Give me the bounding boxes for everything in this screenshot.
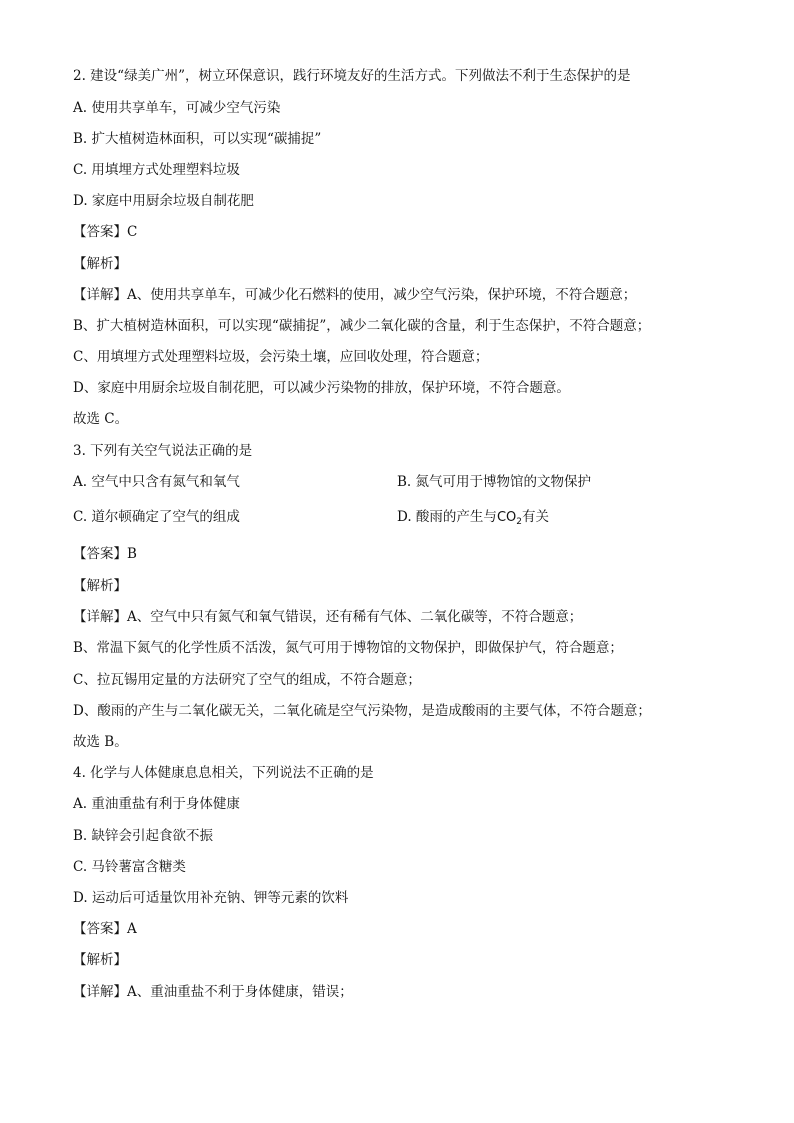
q4-option-c: C. 马铃薯富含糖类 (73, 859, 186, 875)
co2-formula (497, 510, 522, 525)
q2-detail-line: C、用填埋方式处理塑料垃圾，会污染土壤，应回收处理，符合题意； (73, 349, 489, 365)
q2-analysis-label: 【解析】 (73, 256, 127, 272)
q2-option-a: A. 使用共享单车，可减少空气污染 (73, 100, 281, 116)
q3-option-d (397, 507, 549, 532)
q4-stem: 4. 化学与人体健康息息相关，下列说法不正确的是 (73, 765, 374, 781)
q2-option-b: B. 扩大植树造林面积，可以实现“碳捕捉” (73, 131, 322, 147)
q3-detail-line: B、常温下氮气的化学性质不活泼，氮气可用于博物馆的文物保护，即做保护气，符合题意； (73, 640, 623, 656)
q4-option-a: A. 重油重盐有利于身体健康 (73, 796, 240, 812)
q3-option-b: B. 氮气可用于博物馆的文物保护 (397, 474, 592, 490)
q4-answer: 【答案】A (73, 921, 137, 937)
q3-option-d-suffix: 有关 (521, 509, 549, 525)
q4-option-d: D. 运动后可适量饮用补充钠、钾等元素的饮料 (73, 890, 349, 906)
q3-answer: 【答案】B (73, 546, 137, 562)
q2-stem: 2. 建设“绿美广州”，树立环保意识，践行环境友好的生活方式。下列做法不利于生态保护的是 (73, 68, 631, 84)
q3-analysis-label: 【解析】 (73, 578, 127, 594)
q4-option-b: B. 缺锌会引起食欲不振 (73, 828, 214, 844)
q3-detail-line: 【详解】A、空气中只有氮气和氧气错误，还有稀有气体、二氧化碳等，不符合题意； (73, 609, 583, 625)
q2-detail-line: 【详解】A、使用共享单车，可减少化石燃料的使用，减少空气污染，保护环境，不符合题意； (73, 287, 637, 303)
q4-detail-line: 【详解】A、重油重盐不利于身体健康，错误； (73, 984, 353, 1000)
q2-detail-line: B、扩大植树造林面积，可以实现“碳捕捉”，减少二氧化碳的含量，利于生态保护，不符合题意； (73, 318, 651, 334)
q3-option-d-prefix: D. 酸雨的产生与 (397, 509, 497, 525)
q3-detail-line: C、拉瓦锡用定量的方法研究了空气的组成，不符合题意； (73, 672, 421, 688)
q2-conclusion: 故选 C。 (73, 411, 129, 427)
q2-option-c: C. 用填埋方式处理塑料垃圾 (73, 162, 240, 178)
q3-stem: 3. 下列有关空气说法正确的是 (73, 443, 253, 459)
q3-conclusion: 故选 B。 (73, 734, 128, 750)
q2-detail-line: D、家庭中用厨余垃圾自制花肥，可以减少污染物的排放，保护环境，不符合题意。 (73, 380, 570, 396)
q4-analysis-label: 【解析】 (73, 952, 127, 968)
q3-option-c: C. 道尔顿确定了空气的组成 (73, 509, 240, 525)
formula-text: CO (496, 510, 517, 525)
q3-option-a: A. 空气中只含有氮气和氧气 (73, 474, 240, 490)
q2-option-d: D. 家庭中用厨余垃圾自制花肥 (73, 193, 254, 209)
q2-answer: 【答案】C (73, 224, 138, 240)
q3-detail-line: D、酸雨的产生与二氧化碳无关，二氧化硫是空气污染物，是造成酸雨的主要气体，不符合题意； (73, 703, 651, 719)
formula-subscript: 2 (516, 517, 522, 527)
